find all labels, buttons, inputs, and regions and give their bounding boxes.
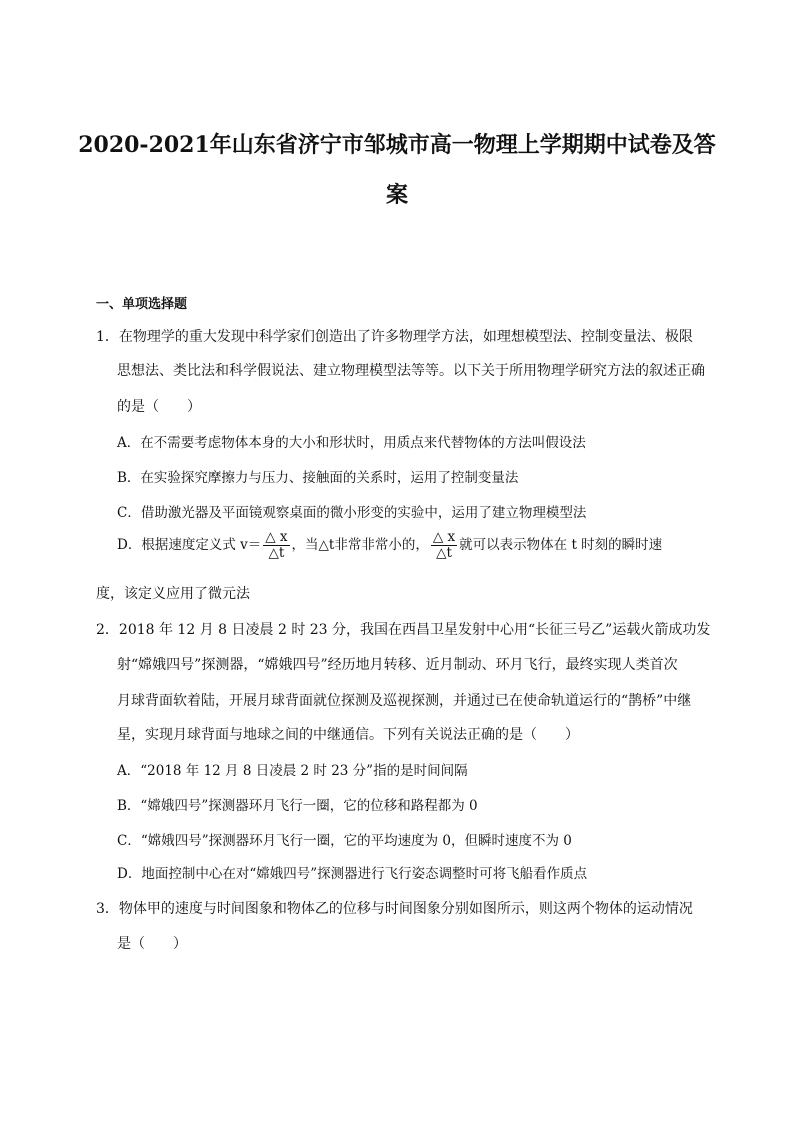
section-heading: 一、单项选择题 — [96, 297, 188, 312]
fraction-numerator: △ x — [265, 529, 288, 545]
page-title: 2020-2021年山东省济宁市邹城市高一物理上学期期中试卷及答 — [78, 132, 716, 158]
q2-stem-line1: 2．2018 年 12 月 8 日凌晨 2 时 23 分，我国在西昌卫星发射中心用“长征三号乙”运载火箭成功发 — [96, 622, 711, 638]
q1-option-d-suffix: 就可以表示物体在 t 时刻的瞬时速 — [459, 536, 663, 553]
velocity-fraction-2 — [431, 530, 457, 561]
q3-stem-line2: 是（ ） — [117, 936, 187, 952]
q1-option-d-prefix: D．根据速度定义式 v＝ — [117, 536, 262, 553]
q1-stem-line3: 的是（ ） — [117, 399, 201, 415]
fraction-denominator-2: △t — [436, 544, 452, 561]
q2-stem-line2: 射“嫦娥四号”探测器，“嫦娥四号”经历地月转移、近月制动、环月飞行，最终实现人类首次 — [117, 657, 678, 673]
q2-option-b: B．“嫦娥四号”探测器环月飞行一圈，它的位移和路程都为 0 — [117, 798, 478, 814]
q2-option-c: C．“嫦娥四号”探测器环月飞行一圈，它的平均速度为 0，但瞬时速度不为 0 — [117, 833, 572, 849]
page-title-continued: 案 — [385, 182, 408, 208]
q1-option-d-line2: 度，该定义应用了微元法 — [96, 586, 250, 602]
q1-option-a: A．在不需要考虑物体本身的大小和形状时，用质点来代替物体的方法叫假设法 — [117, 435, 586, 451]
q2-option-d: D．地面控制中心在对“嫦娥四号”探测器进行飞行姿态调整时可将飞船看作质点 — [117, 866, 588, 882]
q2-stem-line3: 月球背面软着陆，开展月球背面就位探测及巡视探测，并通过已在使命轨道运行的“鹊桥”中继 — [117, 693, 692, 709]
q1-stem-line2: 思想法、类比法和科学假说法、建立物理模型法等等。以下关于所用物理学研究方法的叙述正确 — [117, 363, 705, 379]
q1-option-c: C．借助激光器及平面镜观察桌面的微小形变的实验中，运用了建立物理模型法 — [117, 505, 587, 521]
q1-option-b: B．在实验探究摩擦力与压力、接触面的关系时，运用了控制变量法 — [117, 470, 519, 486]
q2-stem-line4: 星，实现月球背面与地球之间的中继通信。下列有关说法正确的是（ ） — [117, 727, 579, 743]
fraction-numerator-2: △ x — [432, 529, 456, 545]
q1-option-d-middle: ，当△t非常非常小的， — [291, 536, 429, 553]
velocity-fraction — [263, 530, 289, 561]
q3-stem-line1: 3．物体甲的速度与时间图象和物体乙的位移与时间图象分别如图所示，则这两个物体的运动情况 — [96, 901, 693, 917]
q1-option-d — [117, 530, 662, 561]
q1-stem-line1: 1．在物理学的重大发现中科学家们创造出了许多物理学方法，如理想模型法、控制变量法、极限 — [96, 329, 693, 345]
fraction-denominator: △t — [268, 544, 285, 561]
q2-option-a: A．“2018 年 12 月 8 日凌晨 2 时 23 分”指的是时间间隔 — [117, 763, 468, 779]
